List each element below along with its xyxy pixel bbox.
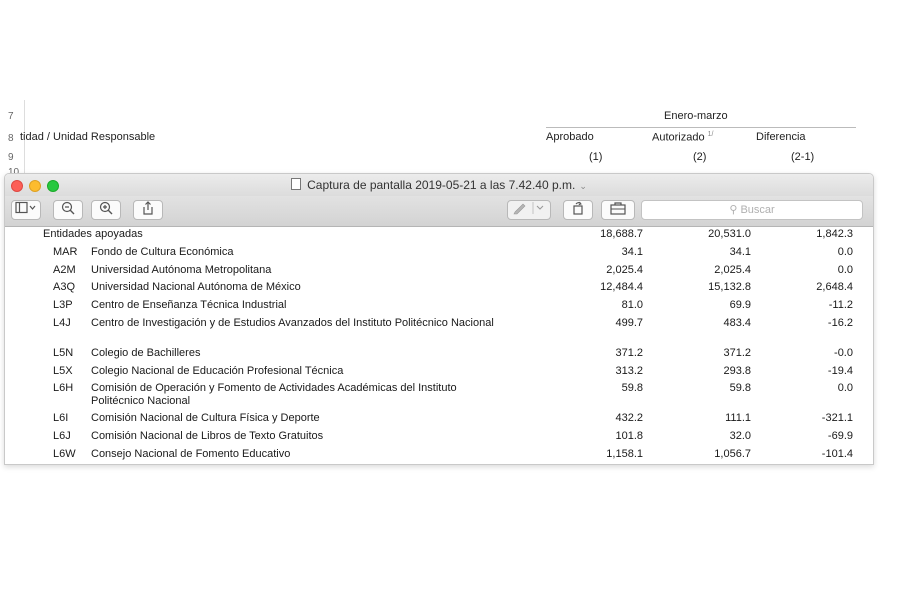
window-title: Captura de pantalla 2019-05-21 a las 7.42.40 p.m. ⌄	[5, 178, 873, 192]
zoom-out-button[interactable]	[53, 200, 83, 220]
row-number: 8	[8, 133, 14, 144]
zoom-out-icon	[61, 201, 75, 215]
share-button[interactable]	[133, 200, 163, 220]
table-row: L6J Comisión Nacional de Libros de Texto Gratuitos 101.8 32.0 -69.9	[53, 430, 853, 442]
table-row: L5N Colegio de Bachilleres 371.2 371.2 -0.0	[53, 347, 853, 359]
table-row: A2M Universidad Autónoma Metropolitana 2,025.4 2,025.4 0.0	[53, 264, 853, 276]
sidebar-icon	[15, 201, 37, 215]
markup-button[interactable]	[507, 200, 551, 220]
rotate-icon	[571, 201, 585, 215]
table-row: L5X Colegio Nacional de Educación Profesional Técnica 313.2 293.8 -19.4	[53, 365, 853, 377]
period-underline	[546, 127, 856, 128]
document-content	[5, 227, 873, 464]
table-row: L6H Comisión de Operación y Fomento de Actividades Académicas del Instituto Politécnico Nacional 59.8 59.8 0.0	[53, 382, 853, 407]
note-1: (1)	[589, 151, 603, 163]
search-input[interactable]: ⚲ Buscar	[641, 200, 863, 220]
share-icon	[141, 201, 155, 215]
table-row: A3Q Universidad Nacional Autónoma de México 12,484.4 15,132.8 2,648.4	[53, 281, 853, 293]
period-header: Enero-marzo	[664, 110, 728, 122]
toolbox-button[interactable]	[601, 200, 635, 220]
row-number: 9	[8, 152, 14, 163]
table-row: L3P Centro de Enseñanza Técnica Industrial 81.0 69.9 -11.2	[53, 299, 853, 311]
rotate-button[interactable]	[563, 200, 593, 220]
table-row: L6I Comisión Nacional de Cultura Física y Deporte 432.2 111.1 -321.1	[53, 412, 853, 424]
search-icon: ⚲	[729, 204, 738, 216]
sidebar-toggle-button[interactable]	[11, 200, 41, 220]
table-row: L4J Centro de Investigación y de Estudios Avanzados del Instituto Politécnico Nacional 499.7 483.4 -16.2	[53, 317, 853, 329]
pen-icon	[511, 201, 547, 215]
note-2: (2)	[693, 151, 707, 163]
diferencia-header: Diferencia	[756, 131, 806, 143]
title-bar[interactable]	[5, 174, 873, 196]
table-row: MAR Fondo de Cultura Económica 34.1 34.1 0.0	[53, 246, 853, 258]
row-number: 7	[8, 111, 14, 122]
document-icon	[291, 178, 301, 190]
zoom-in-button[interactable]	[91, 200, 121, 220]
chevron-down-icon[interactable]: ⌄	[579, 181, 587, 191]
preview-window	[4, 173, 874, 465]
zoom-in-icon	[99, 201, 113, 215]
toolbar	[5, 196, 873, 227]
table-row: L6W Consejo Nacional de Fomento Educativo 1,158.1 1,056.7 -101.4	[53, 448, 853, 460]
note-3: (2-1)	[791, 151, 815, 163]
autorizado-header: Autorizado $^{1/}$	[652, 131, 714, 144]
entity-column-header: tidad / Unidad Responsable	[20, 131, 156, 143]
aprobado-header: Aprobado	[546, 131, 594, 143]
total-row: Entidades apoyadas 18,688.7 20,531.0 1,842.3	[43, 228, 853, 240]
toolbox-icon	[609, 201, 627, 215]
